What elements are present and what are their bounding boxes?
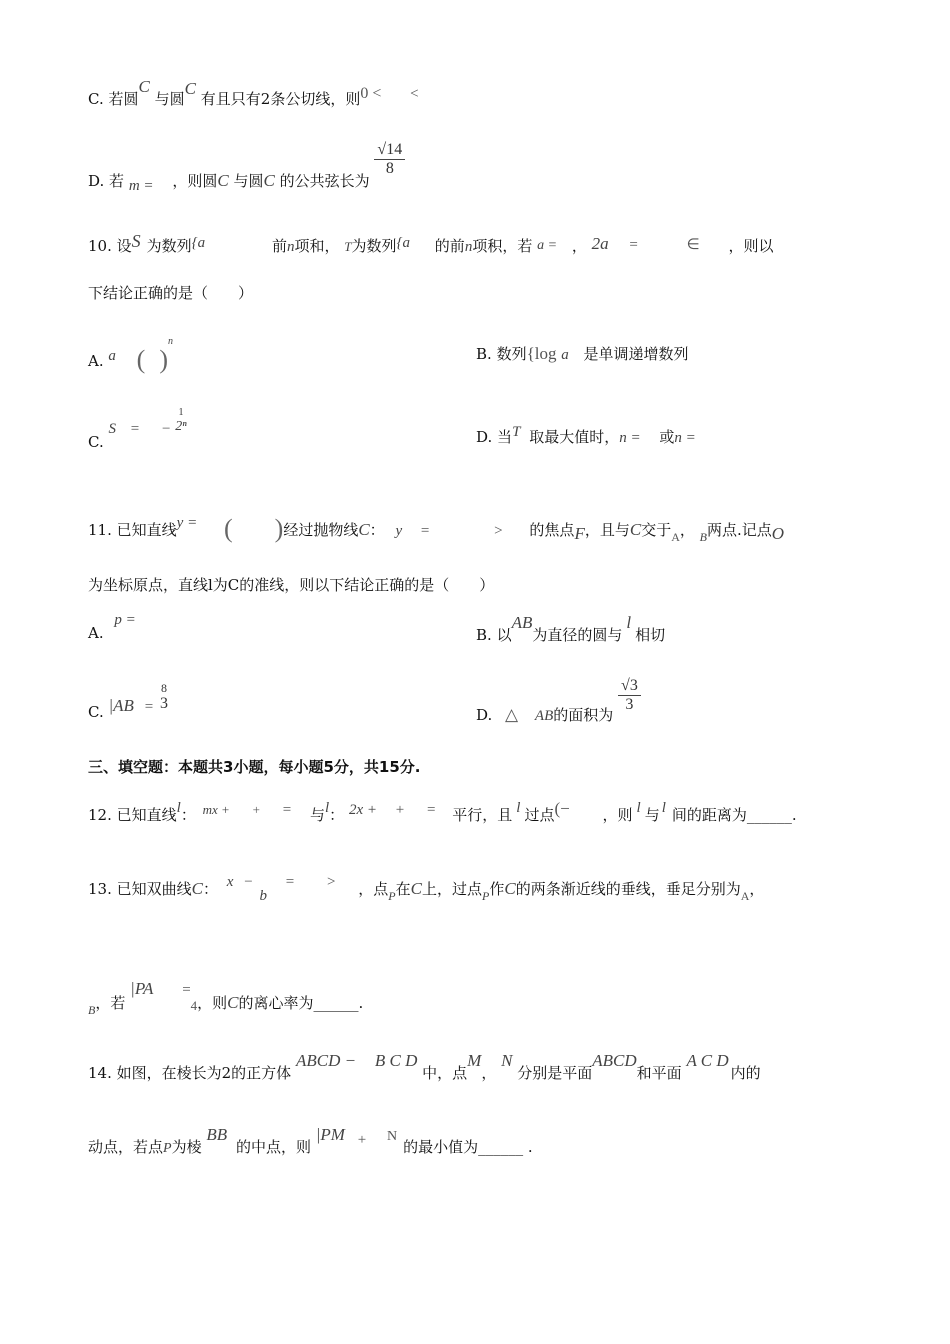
q10-option-c: C. S = − 1 2ⁿ xyxy=(88,407,187,451)
q14-stem-line2: 动点，若点P为棱 BB 的中点，则 |PM + N的最小值为______ . xyxy=(88,1125,533,1156)
fraction-1-over-2n: 1 2ⁿ xyxy=(175,407,187,434)
q10-stem-line1: 10. 设S 为数列{a 前n项和， T为数列{a 的前n项积，若 a = ， 2a = ∈ ，则以 xyxy=(88,231,774,255)
q11-option-c: C. |AB = 8 3 xyxy=(88,681,168,721)
q10-option-d: D. 当T 取最大值时，n = 或n = xyxy=(476,424,696,446)
section-3-heading: 三、填空题：本题共3小题，每小题5分，共15分. xyxy=(88,758,421,776)
q9-option-c: C. 若圆C 与圆C 有且只有2条公切线，则0 < < xyxy=(88,77,419,108)
q11-option-a: A. p = xyxy=(88,612,136,642)
q11-option-d: D. △ AB的面积为 $\frac{√3}{3}$ xyxy=(476,672,641,707)
q13-stem-line1: 13. 已知双曲线C： x − b = > ，点$_P$在C上，过点$_P$作C的两条渐近线的垂线，垂足分别为$_A$， xyxy=(88,874,765,904)
q10-option-a: A. a ( )$^n$ xyxy=(88,336,174,374)
q14-stem-line1: 14. 如图，在棱长为2的正方体 ABCD − B C D 中，点M， N 分别是平面ABCD和平面 A C D内的 xyxy=(88,1051,761,1082)
q13-stem-line2: $_B$，若 |PA =4，则C的离心率为______. xyxy=(88,979,364,1017)
fraction-8-over-3: 8 3 xyxy=(159,681,168,712)
q10-stem-line2: 下结论正确的是（ ） xyxy=(88,284,254,302)
q12-stem: 12. 已知直线l： mx + + = 与l： 2x + + = 平行，且 l 过点(− ，则 l 与 l 间的距离为______. xyxy=(88,799,797,824)
q11-option-b: B. 以AB为直径的圆与l相切 xyxy=(476,613,666,644)
fraction-sqrt14-over-8: $\frac{√14}{8}$ xyxy=(374,142,405,177)
q10-option-b: B. 数列{log a 是单调递增数列 xyxy=(476,344,689,363)
q11-stem-line2: 为坐标原点，直线l为C的准线，则以下结论正确的是（ ） xyxy=(88,576,495,594)
q9-option-d: D. 若 m = ，则圆C 与圆C 的公共弦长为 $\frac{√14}{8}$ xyxy=(88,138,405,173)
q11-stem-line1: 11. 已知直线y = ( )经过抛物线C： y = > 的焦点F，且与C交于$_A$， $_B$两点.记点O xyxy=(88,514,785,544)
fraction-sqrt3-over-3: $\frac{√3}{3}$ xyxy=(618,678,641,713)
